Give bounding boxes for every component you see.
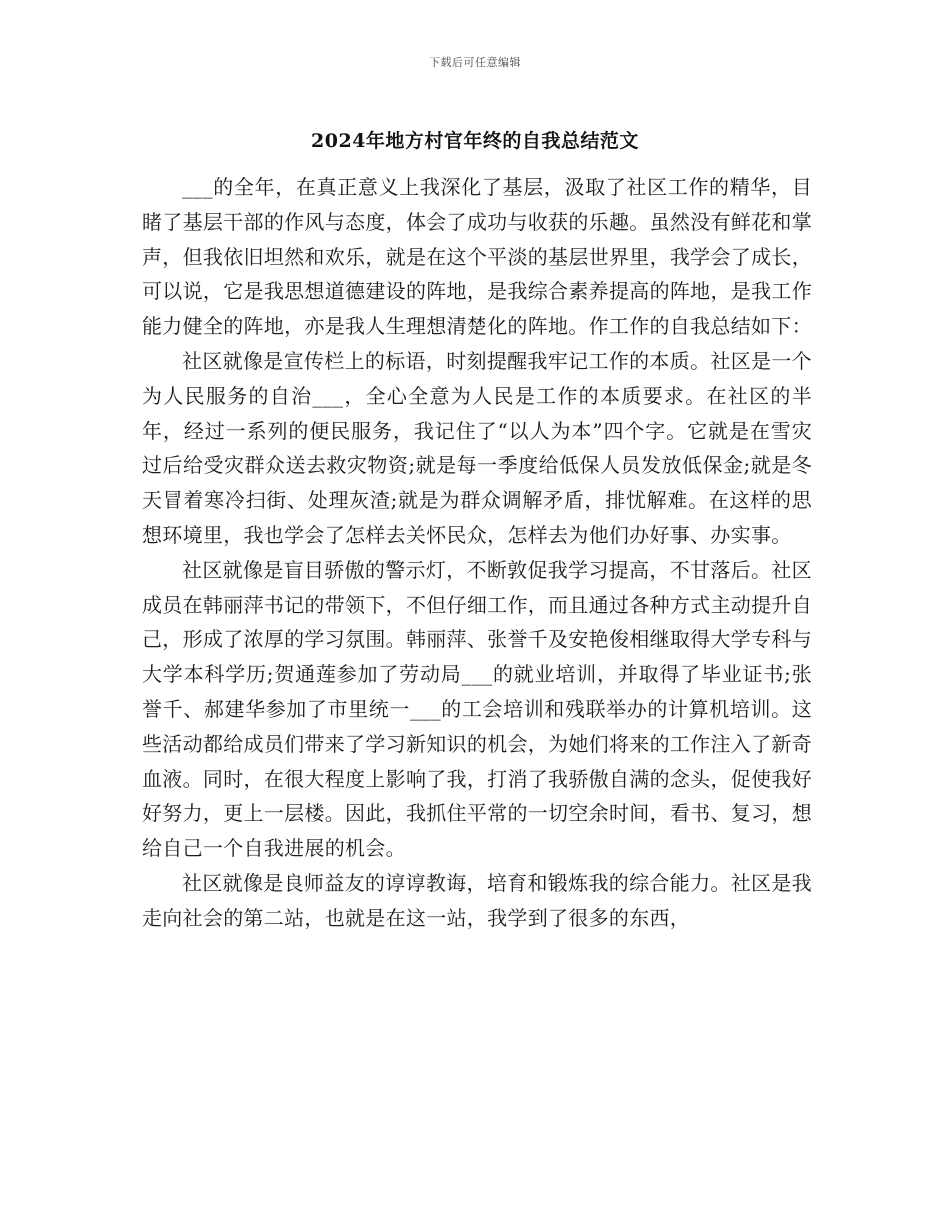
document-body bbox=[142, 170, 812, 936]
document-title: 2024年地方村官年终的自我总结范文 bbox=[311, 130, 639, 152]
paragraph-3: 社区就像是盲目骄傲的警示灯，不断敦促我学习提高，不甘落后。社区成员在韩丽萍书记的带领下，不但仔细工作，而且通过各种方式主动提升自己，形成了浓厚的学习氛围。韩丽萍、张誉千及安艳俊相继取得大学专科与大学本科学历;贺通莲参加了劳动局___的就业培训，并取得了毕业证书;张誉千、郝建华参加了市里统一___的工会培训和残联举办的计算机培训。这些活动都给成员们带来了学习新知识的机会，为她们将来的工作注入了新奇血液。同时，在很大程度上影响了我，打消了我骄傲自满的念头，促使我好好努力，更上一层楼。因此，我抓住平常的一切空余时间，看书、复习，想给自己一个自我进展的机会。 bbox=[142, 557, 812, 861]
paragraph-4: 社区就像是良师益友的谆谆教诲，培育和锻炼我的综合能力。社区是我走向社会的第二站，也就是在这一站，我学到了很多的东西， bbox=[142, 870, 812, 930]
paragraph-1: ___的全年，在真正意义上我深化了基层，汲取了社区工作的精华，目睹了基层干部的作风与态度，体会了成功与收获的乐趣。虽然没有鲜花和掌声，但我依旧坦然和欢乐，就是在这个平淡的基层世界里，我学会了成长，可以说，它是我思想道德建设的阵地，是我综合素养提高的阵地，是我工作能力健全的阵地，亦是我人生理想清楚化的阵地。作工作的自我总结如下： bbox=[142, 175, 812, 339]
header-note: 下载后可任意编辑 bbox=[429, 56, 521, 69]
paragraph-2: 社区就像是宣传栏上的标语，时刻提醒我牢记工作的本质。社区是一个为人民服务的自治___，全心全意为人民是工作的本质要求。在社区的半年，经过一系列的便民服务，我记住了“以人为本”四个字。它就是在雪灾过后给受灾群众送去救灾物资;就是每一季度给低保人员发放低保金;就是冬天冒着寒冷扫街、处理灰渣;就是为群众调解矛盾，排忧解难。在这样的思想环境里，我也学会了怎样去关怀民众，怎样去为他们办好事、办实事。 bbox=[142, 348, 812, 547]
